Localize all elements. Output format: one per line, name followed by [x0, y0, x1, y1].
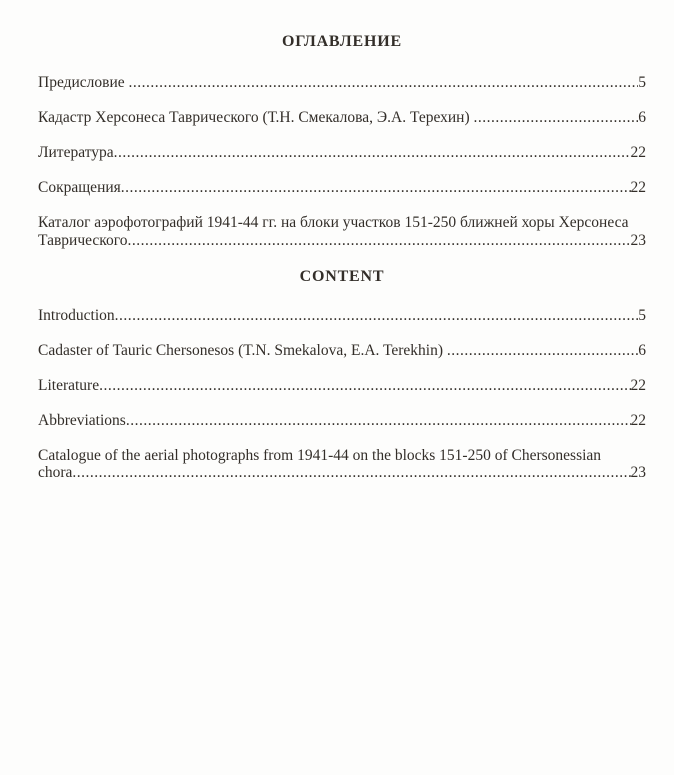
toc-entry — [38, 307, 646, 325]
entry-title: Cadaster of Tauric Chersonesos (T.N. Smekalova, E.A. Terekhin) — [38, 341, 447, 359]
section-heading-russian: ОГЛАВЛЕНИЕ — [282, 33, 402, 50]
toc-entry — [38, 412, 646, 430]
entry-row — [38, 232, 646, 250]
entry-row — [38, 412, 646, 430]
entry-title-line2: chora — [38, 464, 73, 481]
dot-leader — [121, 179, 631, 197]
entry-title: Abbreviations — [38, 411, 126, 429]
toc-entry — [38, 144, 646, 162]
entry-title: Предисловие — [38, 74, 129, 91]
dot-leader — [474, 109, 639, 127]
toc-entry — [38, 214, 646, 249]
toc-entry — [38, 342, 646, 360]
entry-row — [38, 342, 646, 360]
dot-leader — [115, 307, 639, 325]
entry-row — [38, 464, 646, 482]
dot-leader — [126, 412, 631, 430]
toc-entry — [38, 74, 646, 92]
entry-page-number: 6 — [638, 109, 646, 126]
entry-page-number: 5 — [638, 306, 646, 324]
entry-page-number: 6 — [638, 341, 646, 359]
toc-entry — [38, 377, 646, 395]
dot-leader — [72, 464, 630, 482]
entry-page-number: 22 — [630, 411, 646, 429]
entry-title: Сокращения — [38, 179, 121, 196]
entry-title: Literature — [38, 376, 100, 394]
entry-title: Introduction — [38, 306, 115, 324]
entry-page-number: 22 — [630, 144, 646, 161]
entry-title-line1: Catalogue of the aerial photographs from 1941-44 on the blocks 151-250 of Chersonessian — [38, 446, 602, 464]
entry-title: Литература — [38, 144, 114, 161]
entry-row — [38, 307, 646, 325]
toc-section-russian — [38, 32, 646, 249]
dot-leader — [129, 74, 639, 92]
toc-entry — [38, 447, 646, 482]
dot-leader — [114, 144, 631, 162]
dot-leader — [127, 232, 630, 250]
dot-leader — [99, 377, 630, 395]
dot-leader — [447, 342, 638, 360]
entry-row — [38, 377, 646, 395]
entry-page-number: 23 — [630, 464, 646, 481]
entry-row — [38, 179, 646, 197]
entry-row — [38, 109, 646, 127]
entry-page-number: 22 — [630, 376, 646, 394]
toc-entry — [38, 179, 646, 197]
toc-entry — [38, 109, 646, 127]
entry-row — [38, 74, 646, 92]
toc-section-english — [38, 267, 646, 482]
entry-row — [38, 144, 646, 162]
entry-title-line1: Каталог аэрофотографий 1941-44 гг. на блоки участков 151-250 ближней хоры Херсонеса — [38, 214, 629, 231]
section-heading-english: CONTENT — [299, 267, 385, 285]
entry-page-number: 23 — [630, 231, 646, 249]
entry-page-number: 5 — [638, 74, 646, 91]
entry-page-number: 22 — [630, 179, 646, 196]
entry-title: Кадастр Херсонеса Таврического (Т.Н. Смекалова, Э.А. Терехин) — [38, 109, 474, 126]
entry-title-line2: Таврического — [38, 231, 128, 249]
